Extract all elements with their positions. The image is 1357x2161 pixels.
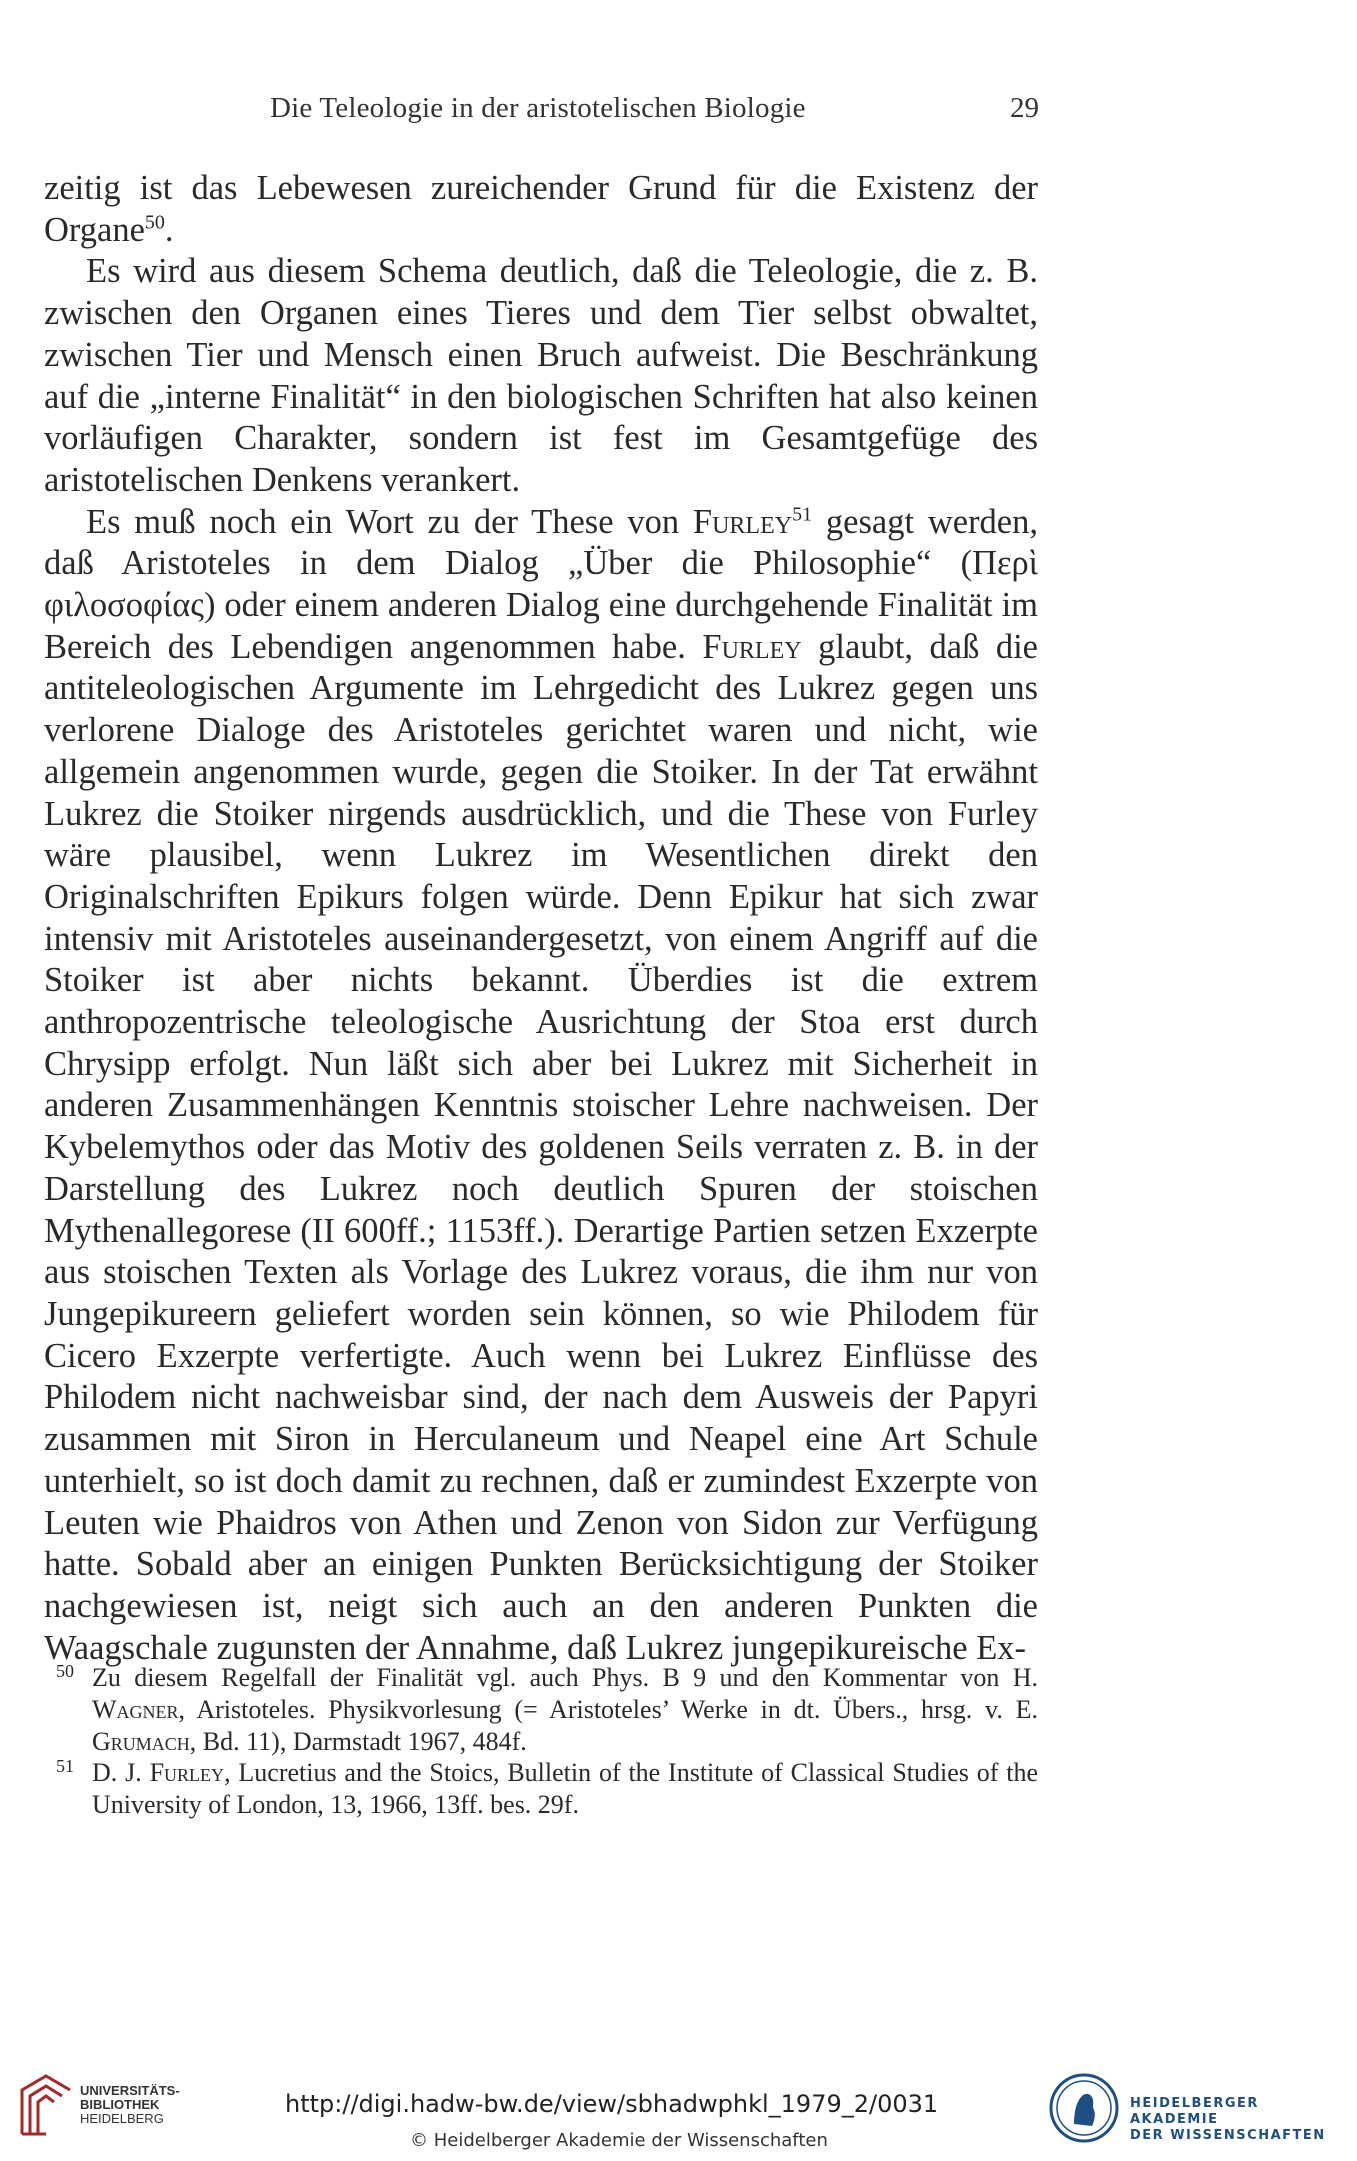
paragraph-1-text: zeitig ist das Lebewesen zureichender Grund für die Existenz der Organe	[44, 169, 1038, 249]
author-name-furley-2: Furley	[702, 627, 802, 666]
footnote-50-part1: Zu diesem Regelfall der Finalität vgl. auch Phys. B 9 und den Kommentar von H.	[92, 1663, 1038, 1692]
footnote-ref-50[interactable]: 50	[144, 211, 165, 234]
footer	[0, 2060, 1357, 2161]
permalink-url[interactable]: http://digi.hadw-bw.de/view/sbhadwphkl_1979_2/0031	[285, 2090, 939, 2118]
paragraph-2: Es wird aus diesem Schema deutlich, daß die Teleologie, die z. B. zwischen den Organen eines Tieres und dem Tier selbst obwaltet, zwischen Tier und Mensch einen Bruch aufweist. Die Beschränkung auf die „interne Finalität“ in den biologischen Schriften hat also keinen vorläufigen Charakter, sondern ist fest im Gesamtgefüge des aristotelischen Denkens verankert.	[44, 252, 1038, 499]
footnote-50-part2: , Aristoteles. Physikvorlesung (= Aristoteles’ Werke in dt. Übers., hrsg. v. E.	[178, 1694, 1038, 1724]
paragraph-1-tail: .	[164, 210, 174, 249]
footnote-number: 51	[56, 1756, 74, 1777]
footnote-ref-51[interactable]: 51	[792, 503, 813, 526]
university-library-logo-icon	[16, 2072, 76, 2138]
page-number: 29	[1010, 92, 1039, 124]
paragraph-3-part3: glaubt, daß die antiteleologischen Argumente im Lehrgedicht des Lukrez gegen uns verlorene Dialoge des Aristoteles gerichtet waren und nicht, wie allgemein angenommen wurde, gegen die Stoiker. In der Tat erwähnt Lukrez die Stoiker nirgends ausdrücklich, und die These von Furley wäre plausibel, wenn Lukrez im Wesentlichen direkt den Originalschriften Epikurs folgen würde. Denn Epikur hat sich zwar intensiv mit Aristoteles auseinandergesetzt, von einem Angriff auf die Stoiker ist aber nichts bekannt. Überdies ist die extrem anthropozentrische teleologische Ausrichtung der Stoa erst durch Chrysipp erfolgt. Nun läßt sich aber bei Lukrez mit Sicherheit in anderen Zusammenhängen Kenntnis stoischer Lehre nachweisen. Der Kybelemythos oder das Motiv des goldenen Seils verraten z. B. in der Darstellung des Lukrez noch deutlich Spuren der stoischen Mythenallegorese (II 600ff.; 1153ff.). Derartige Partien setzen Exzerpte aus stoischen Texten als Vorlage des Lukrez voraus, die ihm nur von Jungepikureern geliefert worden sein können, so wie Philodem für Cicero Exzerpte verfertigte. Auch wenn bei Lukrez Einflüsse des Philodem nicht nachweisbar sind, der nach dem Ausweis der Papyri zusammen mit Siron in Herculaneum und Neapel eine Art Schule unterhielt, so ist doch damit zu rechnen, daß er zumindest Exzerpte von Leuten wie Phaidros von Athen und Zenon von Sidon zur Verfügung hatte. Sobald aber an einigen Punkten Berücksichtigung der Stoiker nachgewiesen ist, neigt sich auch an den anderen Punkten die Waagschale zugunsten der Annahme, daß Lukrez jungepikureische Ex-	[44, 627, 1038, 1667]
body-text	[44, 168, 1038, 1669]
library-line-1: UNIVERSITÄTS-	[80, 2083, 180, 2098]
paragraph-1	[44, 168, 1038, 251]
university-library-name	[80, 2084, 220, 2126]
paragraph-3	[44, 502, 1038, 1670]
author-name-furley-fn: Furley	[149, 1758, 225, 1788]
footnote-number: 50	[56, 1661, 74, 1681]
footnote-50-part3: , Bd. 11), Darmstadt 1967, 484f.	[189, 1726, 527, 1756]
academy-line-1: HEIDELBERGER AKADEMIE	[1130, 2096, 1259, 2127]
footnotes	[44, 1662, 1038, 1821]
footnote-51	[44, 1757, 1038, 1821]
academy-name	[1130, 2096, 1350, 2144]
footnote-51-part1: D. J.	[92, 1758, 150, 1788]
running-head	[0, 92, 1357, 132]
paragraph-3-part1: Es muß noch ein Wort zu der These von	[86, 502, 693, 541]
academy-seal-icon	[1048, 2072, 1120, 2144]
copyright-notice: © Heidelberger Akademie der Wissenschaften	[410, 2130, 828, 2151]
academy-line-2: DER WISSENSCHAFTEN	[1130, 2128, 1326, 2143]
author-name-grumach: Grumach	[92, 1726, 190, 1756]
author-name-wagner: Wagner	[92, 1694, 179, 1724]
footnote-51-part2: , Lucretius and the Stoics, Bulletin of the Institute of Classical Studies of the University of London, 13, 1966, 13ff. bes. 29f.	[92, 1758, 1038, 1820]
author-name-furley: Furley	[692, 502, 793, 541]
paragraph-3-part2: gesagt werden, daß Aristoteles in dem Dialog „Über die Philosophie“ (Περὶ φιλοσοφίας) oder einem anderen Dialog eine durchgehende Finalität im Bereich des Lebendigen angenommen habe.	[44, 502, 1038, 666]
library-line-2: BIBLIOTHEK	[80, 2097, 160, 2112]
footnote-50	[44, 1662, 1038, 1757]
running-title: Die Teleologie in der aristotelischen Biologie	[270, 92, 806, 124]
library-line-3: HEIDELBERG	[80, 2111, 164, 2126]
